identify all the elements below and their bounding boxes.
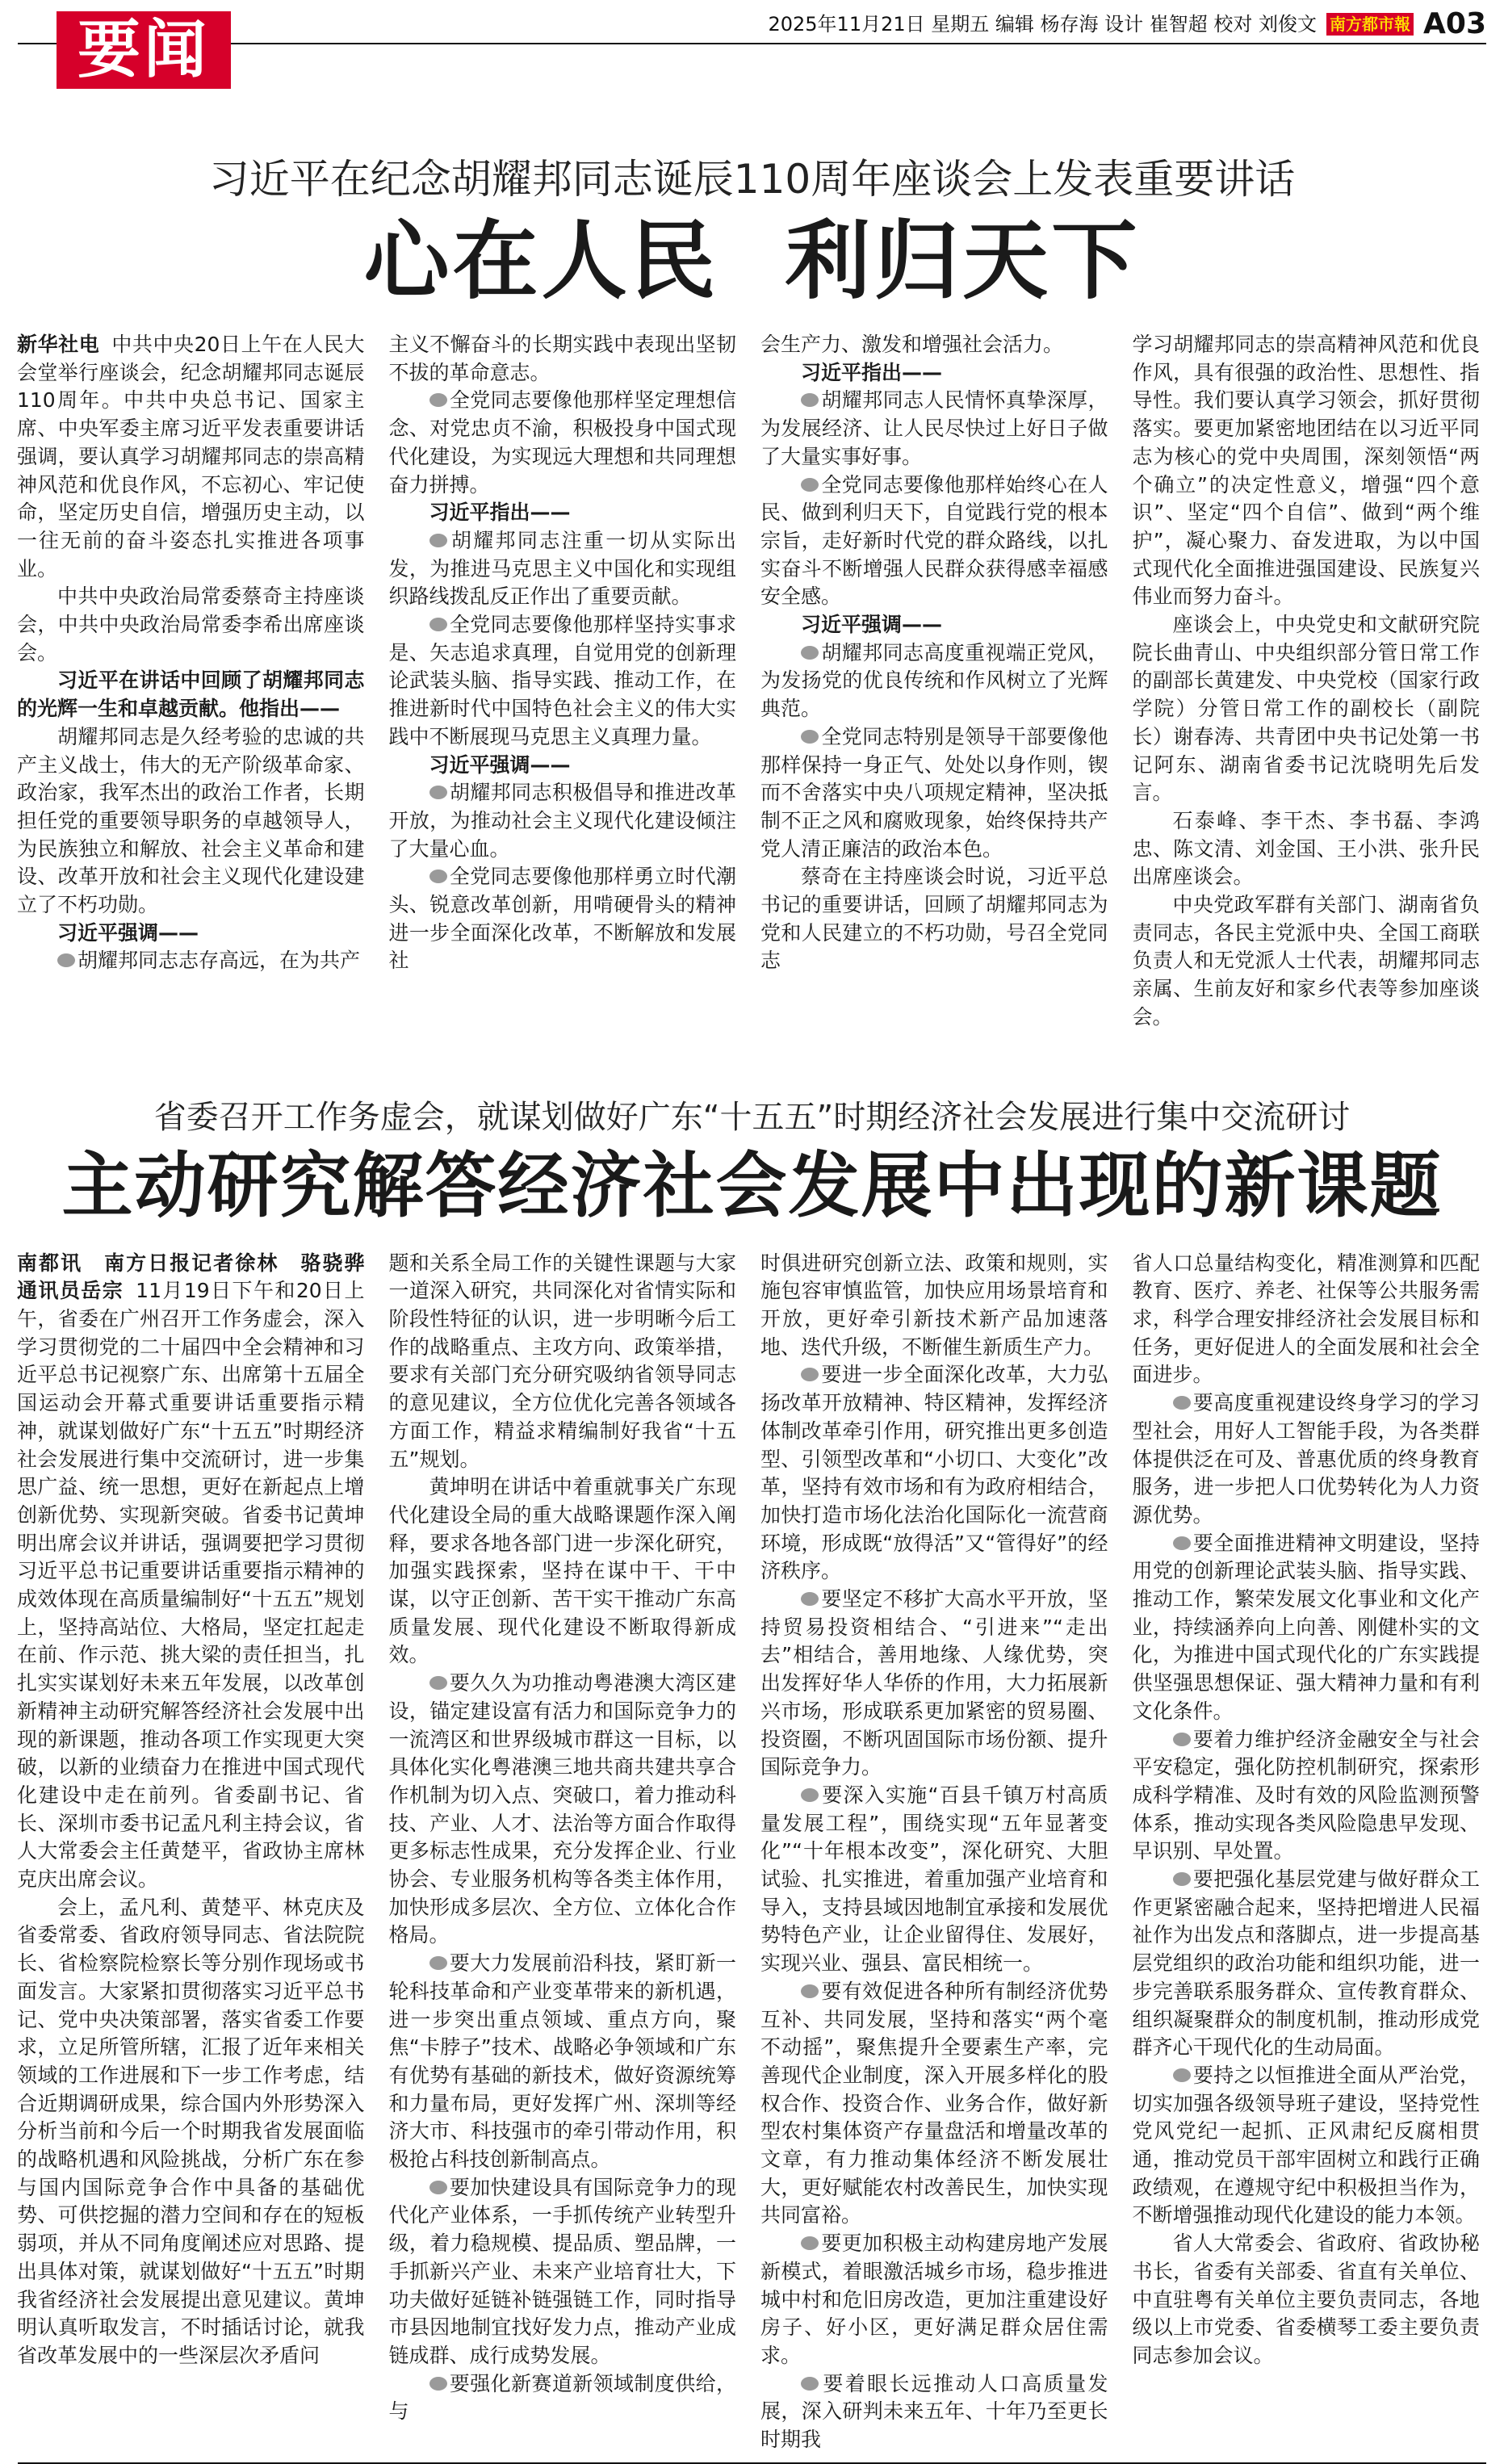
paragraph-text: 胡耀邦同志积极倡导和推进改革开放，为推动社会主义现代化建设倾注了大量心血。 [388,781,736,861]
paragraph-text: 省人大常委会、省政府、省政协秘书长，省委有关部委、省直有关单位、中直驻粤有关单位主要负责同志，各地级以上市党委、省委横琴工委主要负责同志参加会议。 [1132,2231,1480,2367]
bullet-paragraph [1133,2062,1481,2230]
lead-paragraph [17,331,365,583]
paragraph-text: 要持之以恒推进全面从严治党，切实加强各级领导班子建设，坚持党性党风党纪一起抓、正风肃纪反腐相贯通，推动党员干部牢固树立和践行正确政绩观，在遵规守纪中积极担当作为，不断增强推动现代化建设的能力本领。 [1132,2063,1480,2227]
paragraph-text: 黄坤明在讲话中着重就事关广东现代化建设全局的重大战略课题作深入阐释，要求各地各部门进一步深化研究，加强实践探索，坚持在谋中干、干中谋，以守正创新、苦干实干推动广东高质量发展、现代化建设不断取得新成效。 [388,1475,736,1667]
paragraph-text: 要加快建设具有国际竞争力的现代化产业体系，一手抓传统产业转型升级，着力稳规模、提品质、塑品牌，一手抓新兴产业、未来产业培育壮大，下功夫做好延链补链强链工作，同时指导市县因地制宜找好发力点，推动产业成链成群、成行成势发展。 [388,2175,736,2367]
bullet-paragraph [389,387,737,499]
subheading [760,359,1108,388]
bullet-dot-icon [429,618,447,631]
paragraph-text: 要全面推进精神文明建设，坚持用党的创新理论武装头脑、指导实践、推动工作，繁荣发展文化事业和文化产业，持续涵养向上向善、刚健朴实的文化，为推进中国式现代化的广东实践提供坚强思想保证、强大精神力量和有利文化条件。 [1132,1531,1480,1723]
bullet-paragraph [760,2370,1108,2454]
paragraph-text: 要高度重视建设终身学习的学习型社会，用好人工智能手段，为各类群体提供泛在可及、普惠优质的终身教育服务，进一步把人口优势转化为人力资源优势。 [1132,1391,1480,1527]
paragraph-text: 全党同志要像他那样坚持实事求是、矢志追求真理，自觉用党的创新理论武装头脑、指导实践、推动工作，在推进新时代中国特色社会主义的伟大实践中不断展现马克思主义真理力量。 [388,613,736,748]
paragraph-text: 11月19日下午和20日上午，省委在广州召开工作务虚会，深入学习贯彻党的二十届四中全会精神和习近平总书记视察广东、出席第十五届全国运动会开幕式重要讲话重要指示精神，就谋划做好广东“十五五”时期经济社会发展进行集中交流研讨，进一步集思广益、统一思想，更好在新起点上增创新优势、实现新突破。省委书记黄坤明出席会议并讲话，强调要把学习贯彻习近平总书记重要讲话重要指示精神的成效体现在高质量编制好“十五五”规划上，坚持高站位、大格局，坚定扛起走在前、作示范、挑大梁的责任担当，扎扎实实谋划好未来五年发展，以改革创新精神主动研究解答经济社会发展中出现的新课题，推动各项工作实现更大突破，以新的业绩奋力在推进中国式现代化建设中走在前列。省委副书记、省长、深圳市委书记孟凡利主持会议，省人大常委会主任黄楚平，省政协主席林克庆出席会议。 [17,1279,365,1892]
paragraph [17,583,365,667]
bullet-dot-icon [801,646,819,660]
continued-paragraph [1133,1250,1481,1390]
continued-paragraph [389,331,737,387]
paragraph [17,723,365,920]
subheading [17,920,365,948]
paragraph-text: 习近平强调—— [429,752,571,777]
paragraph-text: 中共中央20日上午在人民大会堂举行座谈会，纪念胡耀邦同志诞辰110周年。中共中央总书记、国家主席、中央军委主席习近平发表重要讲话强调，要认真学习胡耀邦同志的崇高精神风范和优良作风，不忘初心、牢记使命，坚定历史自信，增强历史主动，以一往无前的奋斗姿态扎实推进各项事业。 [17,333,365,580]
bullet-paragraph [389,779,737,863]
bullet-dot-icon [57,953,75,967]
article2-body [0,1250,1504,2454]
paragraph [1133,2230,1481,2370]
continued-paragraph [1133,331,1481,611]
article1-body [0,331,1504,1032]
page-meta: 2025年11月21日 星期五 编辑 杨存海 设计 崔智超 校对 刘俊文 [768,13,1318,36]
article2-subtitle: 省委召开工作务虚会，就谋划做好广东“十五五”时期经济社会发展进行集中交流研讨 [153,1098,1351,1136]
bullet-dot-icon [429,870,447,883]
continued-paragraph [389,1250,737,1474]
bullet-paragraph [760,1586,1108,1782]
paragraph-text: 胡耀邦同志高度重视端正党风，为发扬党的优良传统和作风树立了光辉典范。 [760,640,1108,721]
paragraph-text: 习近平在讲话中回顾了胡耀邦同志的光辉一生和卓越贡献。他指出—— [17,668,365,721]
bullet-paragraph [760,1978,1108,2230]
bullet-dot-icon [429,2181,447,2194]
paragraph [760,863,1108,975]
paragraph [389,1473,737,1670]
bullet-paragraph [1133,1530,1481,1726]
paragraph-text: 全党同志要像他那样坚定理想信念、对党忠贞不渝，积极投身中国式现代化建设，为实现远大理想和共同理想奋力拼搏。 [388,388,736,497]
paragraph-text: 要强化新赛道新领域制度供给，与 [388,2371,736,2424]
subheading [17,667,365,723]
paragraph-text: 胡耀邦同志志存高远，在为共产 [78,949,361,973]
bullet-dot-icon [1173,2068,1191,2082]
paragraph-text: 胡耀邦同志注重一切从实际出发，为推进马克思主义中国化和实现组织路线拨乱反正作出了重要贡献。 [388,528,736,609]
bullet-paragraph [760,471,1108,612]
paragraph-text: 要坚定不移扩大高水平开放，坚持贸易投资相结合、“引进来”“走出去”相结合，善用地缘、人缘优势，突出发挥好华人华侨的作用，大力拓展新兴市场，形成联系更加紧密的贸易圈、投资圈，不断巩固国际市场份额、提升国际竞争力。 [760,1587,1108,1779]
paragraph-text: 中央党政军群有关部门、湖南省负责同志，各民主党派中央、全国工商联负责人和无党派人士代表，胡耀邦同志亲属、生前友好和家乡代表等参加座谈会。 [1132,893,1480,1029]
section-label: 要闻 [57,11,231,89]
paragraph-text: 要把强化基层党建与做好群众工作更紧密融合起来，坚持把增进人民福祉作为出发点和落脚点，进一步提高基层党组织的政治功能和组织功能，进一步完善联系服务群众、宣传教育群众、组织凝聚群众的制度机制，推动形成党群齐心干现代化的生动局面。 [1132,1867,1480,2060]
continued-paragraph [760,331,1108,359]
bullet-dot-icon [801,2377,819,2391]
lead-paragraph [17,1250,385,1894]
paragraph-text: 蔡奇在主持座谈会时说，习近平总书记的重要讲话，回顾了胡耀邦同志为党和人民建立的不朽功勋，号召全党同志 [760,865,1108,973]
paragraph-text: 胡耀邦同志是久经考验的忠诚的共产主义战士，伟大的无产阶级革命家、政治家，我军杰出的政治工作者，长期担任党的重要领导职务的卓越领导人，为民族独立和解放、社会主义革命和建设、改革开放和社会主义现代化建设建立了不朽功勋。 [17,724,365,917]
bullet-paragraph [389,2370,737,2426]
paragraph-text: 主义不懈奋斗的长期实践中表现出坚韧不拔的革命意志。 [388,333,736,384]
subheading [760,611,1108,639]
article1-subtitle: 习近平在纪念胡耀邦同志诞辰110周年座谈会上发表重要讲话 [208,156,1296,203]
article2-headline: 主动研究解答经济社会发展中出现的新课题 [61,1143,1443,1227]
bullet-paragraph [389,863,737,975]
bullet-paragraph [389,527,737,611]
bullet-dot-icon [1173,1536,1191,1550]
bullet-dot-icon [429,393,447,407]
paragraph-text: 石泰峰、李干杰、李书磊、李鸿忠、陈文清、刘金国、王小洪、张升民出席座谈会。 [1132,808,1480,889]
paragraph-text: 要着力维护经济金融安全与社会平安稳定，强化防控机制研究，探索形成科学精准、及时有效的风险监测预警体系，推动实现各类风险隐患早发现、早识别、早处置。 [1132,1727,1480,1863]
bullet-dot-icon [801,1368,819,1381]
paragraph-text: 习近平强调—— [801,613,943,637]
byline: 新华社电 [17,333,100,356]
newspaper-logo: 南方都市報 [1326,13,1414,36]
bullet-paragraph [1133,1389,1481,1530]
article2-column-2 [389,1250,737,2427]
bullet-paragraph [760,1361,1108,1586]
header-info [768,8,1486,40]
bullet-dot-icon [801,478,819,492]
paragraph-text: 要着眼长远推动人口高质量发展，深入研判未来五年、十年乃至更长时期我 [760,2371,1108,2452]
article2-column-1 [17,1250,385,2370]
paragraph-text: 要深入实施“百县千镇万村高质量发展工程”，围绕实现“五年显著变化”“十年根本改变”，深化研究、大胆试验、扎实推进，着重加强产业培育和导入，支持县域因地制宜承接和发展优势特色产业，让企业留得住、发展好，实现兴业、强县、富民相统一。 [760,1783,1108,1976]
bullet-paragraph [389,611,737,752]
bullet-paragraph [760,2230,1108,2370]
bullet-dot-icon [429,534,447,547]
bullet-dot-icon [801,393,819,407]
paragraph-text: 习近平指出—— [801,360,943,384]
bullet-dot-icon [801,1592,819,1606]
header-divider [18,43,1486,44]
bullet-paragraph [389,1950,737,2174]
paragraph-text: 中共中央政治局常委蔡奇主持座谈会，中共中央政治局常委李希出席座谈会。 [17,585,365,664]
article1-headline: 心在人民 利归天下 [363,212,1141,311]
paragraph-text: 要进一步全面深化改革，大力弘扬改革开放精神、特区精神，发挥经济体制改革牵引作用，研究推出更多创造型、引领型改革和“小切口、大变化”改革，坚持有效市场和有为政府相结合，加快打造市场化法治化国际化一流营商环境，形成既“放得活”又“管得好”的经济秩序。 [760,1363,1108,1583]
subheading [389,752,737,780]
bullet-paragraph [1133,1726,1481,1867]
bullet-paragraph [17,947,365,975]
bullet-paragraph [389,2174,737,2370]
paragraph-text: 要大力发展前沿科技，紧盯新一轮科技革命和产业变革带来的新机遇，进一步突出重点领域、重点方向，聚焦“卡脖子”技术、战略必争领域和广东有优势有基础的新技术，做好资源统筹和力量布局，更好发挥广州、深圳等经济大市、科技强市的牵引带动作用，积极抢占科技创新制高点。 [388,1951,736,2172]
article1-column-4 [1133,331,1481,1032]
paragraph-text: 全党同志特别是领导干部要像他那样保持一身正气、处处以身作则，锲而不舍落实中央八项规定精神，坚决抵制不正之风和腐败现象，始终保持共产党人清正廉洁的政治本色。 [760,724,1108,861]
paragraph-text: 时俱进研究创新立法、政策和规则，实施包容审慎监管，加快应用场景培育和开放，更好牵引新技术新产品加速落地、迭代升级，不断催生新质生产力。 [760,1251,1108,1359]
paragraph-text: 全党同志要像他那样勇立时代潮头、锐意改革创新，用啃硬骨头的精神进一步全面深化改革，不断解放和发展社 [388,865,736,973]
subheading [389,499,737,527]
bullet-dot-icon [1173,1733,1191,1746]
bullet-paragraph [760,639,1108,723]
paragraph-text: 要久久为功推动粤港澳大湾区建设，锚定建设富有活力和国际竞争力的一流湾区和世界级城市群这一目标，以具体化实化粤港澳三地共商共建共享合作机制为切入点、突破口，着力推动科技、产业、人才、法治等方面合作取得更多标志性成果，充分发挥企业、行业协会、专业服务机构等各类主体作用，加快形成多层次、全方位、立体化合作格局。 [388,1671,736,1947]
paragraph-text: 全党同志要像他那样始终心在人民、做到利归天下，自觉践行党的根本宗旨，走好新时代党的群众路线，以扎实奋斗不断增强人民群众获得感幸福感安全感。 [760,472,1108,609]
article2-column-4 [1133,1250,1481,2370]
bullet-paragraph [760,723,1108,864]
byline: 南都讯 南方日报记者徐林 骆骁骅 通讯员岳宗 [17,1251,385,1303]
paragraph-text: 习近平指出—— [429,501,571,525]
paragraph-text: 胡耀邦同志人民情怀真挚深厚，为发展经济、让人民尽快过上好日子做了大量实事好事。 [760,388,1108,468]
paragraph-text: 要更加积极主动构建房地产发展新模式，着眼激活城乡市场，稳步推进城中村和危旧房改造，更加注重建设好房子、好小区，更好满足群众居住需求。 [760,2231,1108,2367]
paragraph-text: 题和关系全局工作的关键性课题与大家一道深入研究，共同深化对省情实际和阶段性特征的认识，进一步明晰今后工作的战略重点、主攻方向、政策举措，要求有关部门充分研究吸纳省领导同志的意见建议，全方位优化完善各领域各方面工作，精益求精编制好我省“十五五”规划。 [388,1251,736,1471]
bullet-dot-icon [429,1956,447,1970]
bullet-dot-icon [429,1676,447,1690]
paragraph-text: 习近平强调—— [57,920,199,945]
bullet-dot-icon [1173,1872,1191,1886]
bullet-dot-icon [801,2236,819,2250]
paragraph [1133,611,1481,807]
paragraph [1133,807,1481,891]
bullet-paragraph [760,387,1108,471]
paragraph [1133,891,1481,1032]
paragraph-text: 会上，孟凡利、黄楚平、林克庆及省委常委、省政府领导同志、省法院院长、省检察院检察长等分别作现场或书面发言。大家紧扣贯彻落实习近平总书记、党中央决策部署，落实省委工作要求，立足所管所辖，汇报了近年来相关领域的工作进展和下一步工作考虑，结合近期调研成果，综合国内外形势深入分析当前和今后一个时期我省发展面临的战略机遇和风险挑战，分析广东在参与国内国际竞争合作中具备的基础优势、可供挖掘的潜力空间和存在的短板弱项，并从不同角度阐述应对思路、提出具体对策，就谋划做好“十五五”时期我省经济社会发展提出意见建议。黄坤明认真听取发言，不时插话讨论，就我省改革发展中的一些深层次矛盾问 [17,1895,365,2367]
paragraph-text: 省人口总量结构变化，精准测算和匹配教育、医疗、养老、社保等公共服务需求，科学合理安排经济社会发展目标和任务，更好促进人的全面发展和社会全面进步。 [1132,1251,1480,1387]
bullet-dot-icon [801,1984,819,1998]
paragraph-text: 会生产力、激发和增强社会活力。 [760,333,1064,356]
bullet-dot-icon [801,730,819,744]
bullet-dot-icon [429,786,447,799]
bullet-paragraph [760,1782,1108,1978]
paragraph-text: 要有效促进各种所有制经济优势互补、共同发展，坚持和落实“两个毫不动摇”，聚焦提升全要素生产率，完善现代企业制度，深入开展多样化的股权合作、投资合作、业务合作，做好新型农村集体资产存量盘活和增量改革的文章，有力推动集体经济不断发展壮大，更好赋能农村改善民生，加快实现共同富裕。 [760,1979,1108,2227]
bullet-paragraph [389,1670,737,1950]
article1-column-1 [17,331,365,975]
bullet-dot-icon [801,1788,819,1802]
article1-column-2 [389,331,737,975]
paragraph [17,1894,365,2370]
paragraph-text: 学习胡耀邦同志的崇高精神风范和优良作风，具有很强的政治性、思想性、指导性。我们要认真学习领会，抓好贯彻落实。要更加紧密地团结在以习近平同志为核心的党中央周围，深刻领悟“两个确立”的决定性意义，增强“四个意识”、坚定“四个自信”、做到“两个维护”，凝心聚力、奋发进取，为以中国式现代化全面推进强国建设、民族复兴伟业而努力奋斗。 [1132,333,1480,609]
masthead [0,0,1504,97]
article2-column-3 [760,1250,1108,2454]
paragraph-text: 座谈会上，中央党史和文献研究院院长曲青山、中央组织部分管日常工作的副部长黄建发、中央党校（国家行政学院）分管日常工作的副校长（副院长）谢春涛、共青团中央书记处第一书记阿东、湖南省委书记沈晓明先后发言。 [1132,613,1480,805]
bullet-paragraph [1133,1866,1481,2062]
bullet-dot-icon [1173,1396,1191,1410]
continued-paragraph [760,1250,1108,1362]
bullet-dot-icon [429,2377,447,2391]
page-number: A03 [1423,7,1486,40]
article1-column-3 [760,331,1108,975]
